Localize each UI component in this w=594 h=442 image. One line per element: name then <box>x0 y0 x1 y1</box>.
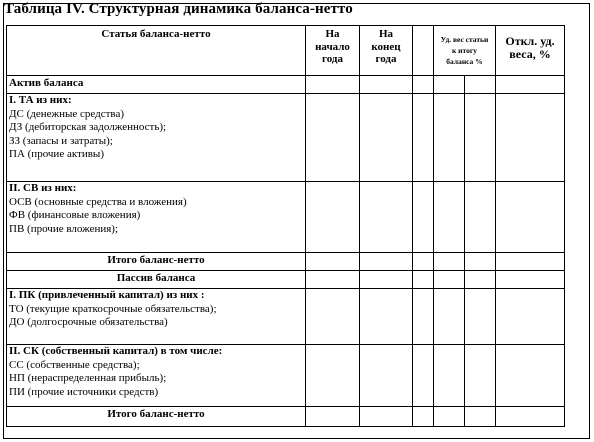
row-noncurrent-assets <box>7 182 565 253</box>
equity-item: ПИ (прочие источники средств) <box>9 385 159 398</box>
header-end-line-1: На <box>378 28 394 40</box>
empty-value-cell <box>434 94 465 182</box>
empty-value-cell <box>465 253 496 271</box>
current-assets-heading: I. ТА из них: <box>9 94 72 106</box>
row-total-assets <box>7 253 565 271</box>
header-share <box>434 26 496 76</box>
empty-value-cell <box>496 76 565 94</box>
empty-value-cell <box>413 76 434 94</box>
empty-value-cell <box>465 94 496 182</box>
empty-value-cell <box>434 76 465 94</box>
empty-value-cell <box>465 271 496 289</box>
assets-heading: Актив баланса <box>7 76 306 94</box>
balance-structure-table <box>6 25 565 427</box>
header-blank <box>413 26 434 76</box>
header-start-of-year <box>306 26 360 76</box>
table-title: Таблица IV. Структурная динамика баланса-нетто <box>4 1 353 17</box>
empty-value-cell <box>413 94 434 182</box>
empty-value-cell <box>496 271 565 289</box>
header-end-of-year <box>360 26 413 76</box>
row-assets <box>7 76 565 94</box>
borrowed-capital-item: ДО (долгосрочные обязательства) <box>9 316 168 328</box>
equity-item: СС (собственные средства); <box>9 358 140 371</box>
empty-value-cell <box>496 182 565 253</box>
noncurrent-assets-item: ОСВ (основные средства и вложения) <box>9 195 187 208</box>
borrowed-capital-heading: I. ПК (привлеченный капитал) из них : <box>9 289 205 301</box>
equity-heading: II. СК (собственный капитал) в том числе: <box>9 345 223 357</box>
header-deviation-line-2: веса, % <box>509 47 551 61</box>
empty-value-cell <box>434 271 465 289</box>
header-start-line-1: На <box>325 28 340 40</box>
empty-value-cell <box>360 76 413 94</box>
equity-item: НП (нераспределенная прибыль); <box>9 372 167 384</box>
empty-value-cell <box>434 289 465 345</box>
header-row <box>7 26 565 76</box>
empty-value-cell <box>413 345 434 407</box>
current-assets-item: ДЗ (дебиторская задолженность); <box>9 121 167 133</box>
empty-value-cell <box>306 182 360 253</box>
header-deviation <box>496 26 565 76</box>
row-equity <box>7 345 565 407</box>
empty-value-cell <box>306 407 360 427</box>
empty-value-cell <box>360 407 413 427</box>
empty-value-cell <box>360 345 413 407</box>
empty-value-cell <box>360 271 413 289</box>
empty-value-cell <box>434 182 465 253</box>
header-share-line-3: баланса % <box>446 57 483 66</box>
empty-value-cell <box>413 407 434 427</box>
header-article: Статья баланса-нетто <box>7 26 306 76</box>
empty-value-cell <box>496 345 565 407</box>
empty-value-cell <box>360 253 413 271</box>
header-deviation-line-1: Откл. уд. <box>505 34 555 48</box>
header-start-line-3: года <box>322 53 343 65</box>
row-liabilities <box>7 271 565 289</box>
current-assets-item: ДС (денежные средства) <box>9 107 125 120</box>
empty-value-cell <box>434 345 465 407</box>
header-share-line-2: к итогу <box>451 46 477 55</box>
empty-value-cell <box>360 289 413 345</box>
noncurrent-assets-cell <box>7 182 306 253</box>
empty-value-cell <box>306 76 360 94</box>
noncurrent-assets-item: ПВ (прочие вложения); <box>9 222 119 235</box>
empty-value-cell <box>434 407 465 427</box>
empty-value-cell <box>434 253 465 271</box>
empty-value-cell <box>465 345 496 407</box>
empty-value-cell <box>413 271 434 289</box>
empty-value-cell <box>465 76 496 94</box>
empty-value-cell <box>496 407 565 427</box>
empty-value-cell <box>306 345 360 407</box>
header-share-line-1: Уд. вес статьи <box>440 35 489 44</box>
empty-value-cell <box>465 407 496 427</box>
total-assets-label: Итого баланс-нетто <box>7 253 306 271</box>
empty-value-cell <box>465 182 496 253</box>
empty-value-cell <box>306 253 360 271</box>
current-assets-item: ЗЗ (запасы и затраты); <box>9 134 113 147</box>
borrowed-capital-cell <box>7 289 306 345</box>
empty-value-cell <box>306 271 360 289</box>
empty-value-cell <box>413 182 434 253</box>
row-total-liabilities <box>7 407 565 427</box>
empty-value-cell <box>413 253 434 271</box>
total-liabilities-label: Итого баланс-нетто <box>7 407 306 427</box>
empty-value-cell <box>360 182 413 253</box>
empty-value-cell <box>306 289 360 345</box>
current-assets-cell <box>7 94 306 182</box>
header-end-line-2: конец <box>371 40 401 53</box>
current-assets-item: ПА (прочие активы) <box>9 148 104 160</box>
header-end-line-3: года <box>375 53 397 65</box>
equity-cell <box>7 345 306 407</box>
liabilities-heading: Пассив баланса <box>7 271 306 289</box>
noncurrent-assets-item: ФВ (финансовые вложения) <box>9 209 141 221</box>
empty-value-cell <box>306 94 360 182</box>
borrowed-capital-item: ТО (текущие краткосрочные обязательства); <box>9 302 217 315</box>
empty-value-cell <box>465 289 496 345</box>
empty-value-cell <box>496 94 565 182</box>
row-current-assets <box>7 94 565 182</box>
header-start-line-2: начало <box>315 40 350 53</box>
row-borrowed-capital <box>7 289 565 345</box>
empty-value-cell <box>360 94 413 182</box>
empty-value-cell <box>413 289 434 345</box>
empty-value-cell <box>496 289 565 345</box>
empty-value-cell <box>496 253 565 271</box>
noncurrent-assets-heading: II. СВ из них: <box>9 182 77 194</box>
